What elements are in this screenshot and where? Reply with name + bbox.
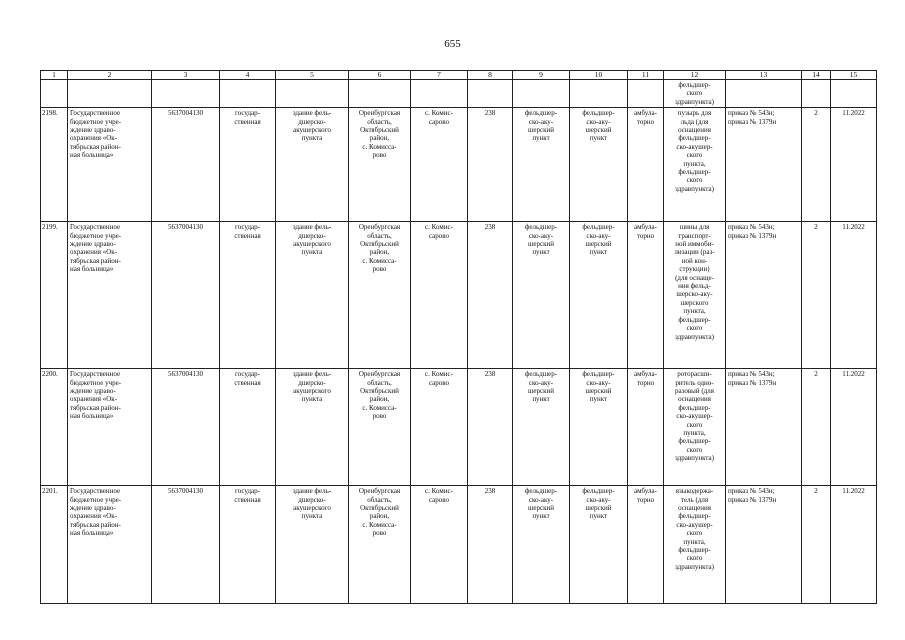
column-header: 12	[664, 71, 726, 80]
cell-building: здание фель- дшерско- акушерского пункта	[276, 369, 349, 486]
column-header: 15	[831, 71, 877, 80]
cell-address: Оренбургская область, Октябрьский район, с. Комисса- рово	[349, 369, 411, 486]
cell-ownership: государ- ственная	[220, 369, 276, 486]
cell-address: Оренбургская область, Октябрьский район, с. Комисса- рово	[349, 486, 411, 604]
cell-organization: Государственное бюджетное учре- ждение здраво- охранения «Ок- тябрьская район- ная больница»	[68, 486, 152, 604]
cell-population: 238	[468, 222, 513, 369]
cell-date: 11.2022	[831, 486, 877, 604]
column-header: 7	[411, 71, 468, 80]
cell-quantity: 2	[802, 486, 831, 604]
cell-unit-profile: фельдшер- ско-аку- шерский пункт	[570, 486, 628, 604]
column-header: 11	[628, 71, 664, 80]
cell-quantity: 2	[802, 108, 831, 222]
cell-inn: 5637004130	[152, 222, 220, 369]
cell-address: Оренбургская область, Октябрьский район, с. Комисса- рово	[349, 108, 411, 222]
cell-equipment: роторасши- ритель одно- разовый (для оснащения фельдшер- ско-акушер- ского пункта, фельдшер- ского здравпункта)	[664, 369, 726, 486]
cell-equipment: пузырь для льда (для оснащения фельдшер- ско-акушер- ского пункта, фельдшер- ского здравпункта)	[664, 108, 726, 222]
cell-organization: Государственное бюджетное учре- ждение здраво- охранения «Ок- тябрьская район- ная больница»	[68, 369, 152, 486]
cell-date: 11.2022	[831, 222, 877, 369]
cell-care-form: амбула- торно	[628, 369, 664, 486]
cell-date: 11.2022	[831, 369, 877, 486]
column-header: 3	[152, 71, 220, 80]
registry-table	[40, 70, 877, 604]
cell-unit-type: фельдшер- ско-аку- шерский пункт	[513, 108, 570, 222]
cell-population: 238	[468, 108, 513, 222]
cell-building: здание фель- дшерско- акушерского пункта	[276, 486, 349, 604]
column-header: 4	[220, 71, 276, 80]
cell-orders: приказ № 543н; приказ № 1379н	[726, 108, 802, 222]
cell-settlement: с. Комис- сарово	[411, 222, 468, 369]
cell-population: 238	[468, 486, 513, 604]
column-header: 9	[513, 71, 570, 80]
table-row	[41, 486, 877, 604]
cell-ownership: государ- ственная	[220, 486, 276, 604]
cell-unit-type: фельдшер- ско-аку- шерский пункт	[513, 486, 570, 604]
cell-quantity: 2	[802, 222, 831, 369]
cell-unit-profile: фельдшер- ско-аку- шерский пункт	[570, 108, 628, 222]
cell-inn: 5637004130	[152, 108, 220, 222]
cell-unit-profile: фельдшер- ско-аку- шерский пункт	[570, 222, 628, 369]
column-header: 2	[68, 71, 152, 80]
cell-ownership: государ- ственная	[220, 108, 276, 222]
table-row	[41, 222, 877, 369]
cell-date: 11.2022	[831, 108, 877, 222]
page-number: 655	[444, 38, 461, 50]
cell-settlement: с. Комис- сарово	[411, 369, 468, 486]
column-header: 14	[802, 71, 831, 80]
cell-inn: 5637004130	[152, 369, 220, 486]
cell-equipment: шины для транспорт- ной иммоби- лизации (раз- ной кон- струкции) (для оснаще- ния фельд- шерско-аку- шерского пункта, фельдшер- ского здравпункта)	[664, 222, 726, 369]
table-row	[41, 108, 877, 222]
cell-number: 2199.	[41, 222, 68, 369]
cell-settlement: с. Комис- сарово	[411, 108, 468, 222]
cell-care-form: амбула- торно	[628, 108, 664, 222]
cell-building: здание фель- дшерско- акушерского пункта	[276, 222, 349, 369]
cell-care-form: амбула- торно	[628, 222, 664, 369]
header-row	[41, 71, 877, 80]
cell-settlement: с. Комис- сарово	[411, 486, 468, 604]
cell-organization: Государственное бюджетное учре- ждение здраво- охранения «Ок- тябрьская район- ная больница»	[68, 108, 152, 222]
cell-equipment: фельдшер- ского здравпункта)	[664, 80, 726, 108]
column-header: 13	[726, 71, 802, 80]
cell-orders: приказ № 543н; приказ № 1379н	[726, 222, 802, 369]
cell-population: 238	[468, 369, 513, 486]
continuation-row	[41, 80, 877, 108]
table-row	[41, 369, 877, 486]
column-header: 8	[468, 71, 513, 80]
cell-number: 2198.	[41, 108, 68, 222]
column-header: 5	[276, 71, 349, 80]
cell-equipment: языкодержа- тель (для оснащения фельдшер- ско-акушер- ского пункта, фельдшер- ского здравпункта)	[664, 486, 726, 604]
cell-number: 2200.	[41, 369, 68, 486]
cell-ownership: государ- ственная	[220, 222, 276, 369]
column-header: 1	[41, 71, 68, 80]
cell-quantity: 2	[802, 369, 831, 486]
cell-care-form: амбула- торно	[628, 486, 664, 604]
cell-organization: Государственное бюджетное учре- ждение здраво- охранения «Ок- тябрьская район- ная больница»	[68, 222, 152, 369]
column-header: 6	[349, 71, 411, 80]
cell-unit-type: фельдшер- ско-аку- шерский пункт	[513, 369, 570, 486]
cell-inn: 5637004130	[152, 486, 220, 604]
cell-building: здание фель- дшерско- акушерского пункта	[276, 108, 349, 222]
cell-number: 2201.	[41, 486, 68, 604]
column-header: 10	[570, 71, 628, 80]
cell-orders: приказ № 543н; приказ № 1379н	[726, 486, 802, 604]
cell-unit-profile: фельдшер- ско-аку- шерский пункт	[570, 369, 628, 486]
cell-unit-type: фельдшер- ско-аку- шерский пункт	[513, 222, 570, 369]
cell-address: Оренбургская область, Октябрьский район, с. Комисса- рово	[349, 222, 411, 369]
cell-orders: приказ № 543н; приказ № 1379н	[726, 369, 802, 486]
